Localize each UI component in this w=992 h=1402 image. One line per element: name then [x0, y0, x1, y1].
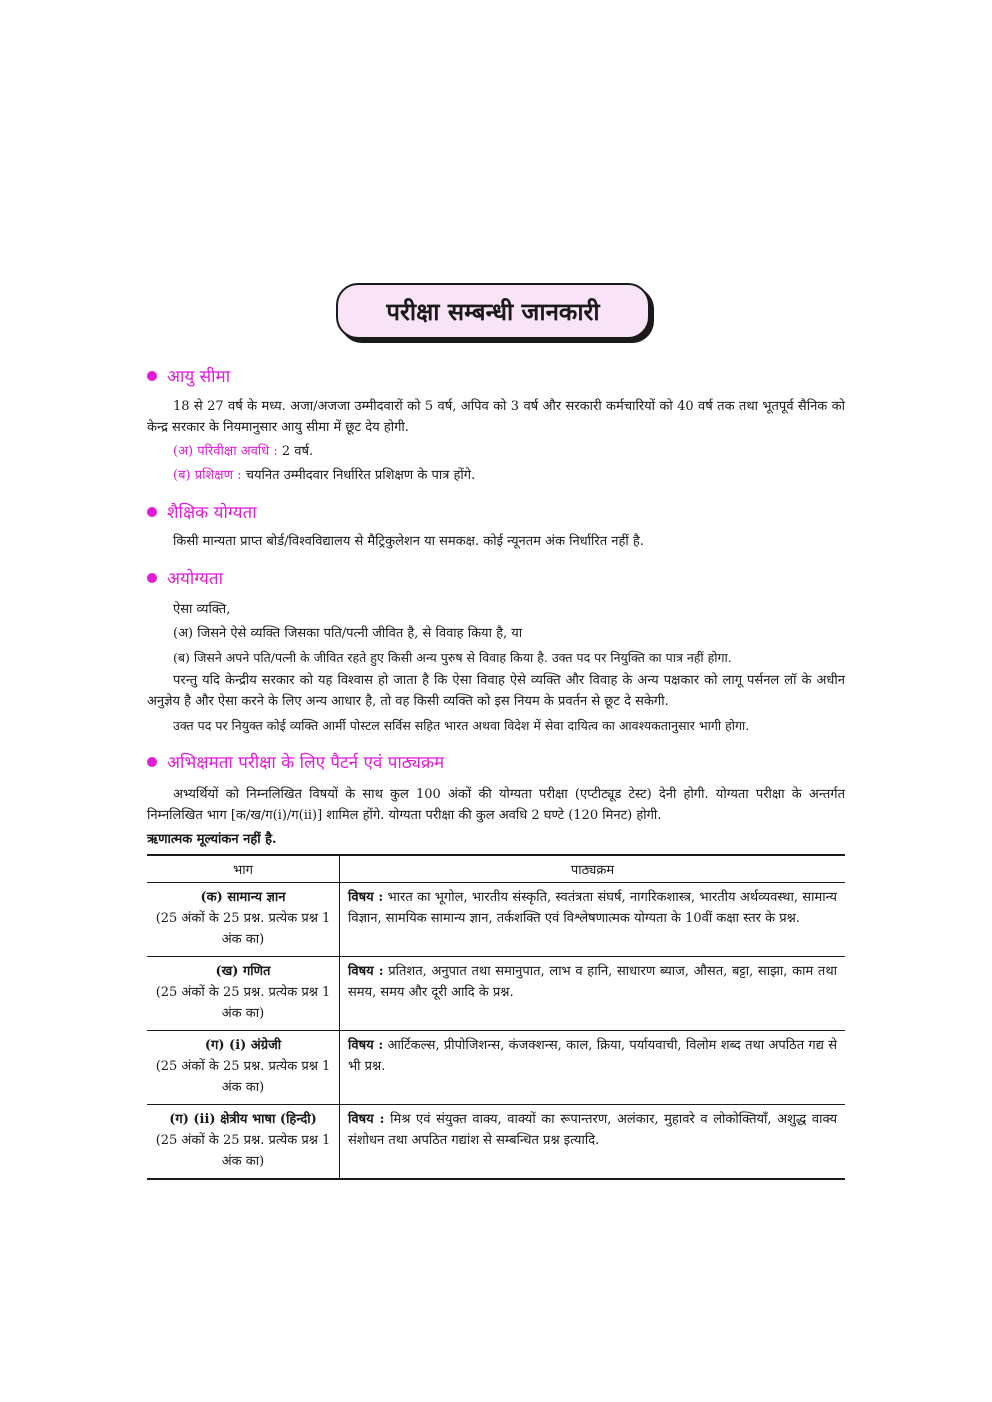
disq-line-2: (अ) जिसने ऐसे व्यक्ति जिसका पति/पत्नी जीवित है, से विवाह किया है, या [173, 626, 523, 641]
table-row [147, 1031, 845, 1105]
part-title: (ग) (ii) क्षेत्रीय भाषा (हिन्दी) [169, 1112, 317, 1127]
section-heading-pattern [147, 750, 444, 773]
pattern-text: अभ्यर्थियों को निम्नलिखित विषयों के साथ कुल 100 अंकों की योग्यता परीक्षा (एप्टीट्यूड टेस्ट) देनी होगी. योग्यता परीक्षा के अन्तर्गत निम्नलिखित भाग [क/ख/ग(i)/ग(ii)] शामिल होंगे. योग्यता परीक्षा की कुल अवधि 2 घण्टे (120 मिनट) होगी. [147, 787, 845, 823]
part-cell [147, 883, 340, 957]
subject-label: विषय : [348, 1038, 384, 1053]
section-heading-education [147, 500, 257, 523]
age-heading-text: आयु सीमा [167, 367, 231, 387]
bullet-icon [147, 371, 157, 381]
table-row [147, 1105, 845, 1180]
syllabus-cell [340, 957, 846, 1031]
probation-value: 2 वर्ष. [281, 444, 314, 459]
part-marks: (25 अंकों के 25 प्रश्न. प्रत्येक प्रश्न 1 अंक का) [155, 1059, 331, 1095]
subject-label: विषय : [348, 1112, 385, 1127]
part-title: (ग) (i) अंग्रेजी [204, 1038, 282, 1053]
bullet-icon [147, 573, 157, 583]
section-heading-age [147, 364, 230, 387]
bullet-icon [147, 757, 157, 767]
part-marks: (25 अंकों के 25 प्रश्न. प्रत्येक प्रश्न 1 अंक का) [155, 985, 331, 1021]
syllabus-text: आर्टिकल्स, प्रीपोजिशन्स, कंजक्शन्स, काल, क्रिया, पर्यायवाची, विलोम शब्द तथा अपठित गद्य से भी प्रश्न. [348, 1038, 837, 1074]
part-cell [147, 1105, 340, 1180]
disq-para: परन्तु यदि केन्द्रीय सरकार को यह विश्वास हो जाता है कि ऐसा विवाह ऐसे व्यक्ति और विवाह के अन्य पक्षकार को लागू पर्सनल लॉ के अधीन अनुज्ञेय है और ऐसा करने के लिए अन्य आधार है, तो वह किसी व्यक्ति को इस नियम के प्रवर्तन से छूट दे सकेगी. [147, 673, 845, 709]
probation-line [173, 442, 313, 462]
age-text: 18 से 27 वर्ष के मध्य. अजा/अजजा उम्मीदवारों को 5 वर्ष, अपिव को 3 वर्ष और सरकारी कर्मचारियों को 40 वर्ष तक तथा भूतपूर्व सैनिक को केन्द्र सरकार के नियमानुसार आयु सीमा में छूट देय होगी. [147, 399, 845, 435]
disq-line-3: (ब) जिसने अपने पति/पत्नी के जीवित रहते हुए किसी अन्य पुरुष से विवाह किया है. उक्त पद पर नियुक्ति का पात्र नहीं होगा. [173, 650, 732, 665]
education-text: किसी मान्यता प्राप्त बोर्ड/विश्वविद्यालय से मैट्रिकुलेशन या समकक्ष. कोई न्यूनतम अंक निर्धारित नहीं है. [173, 534, 644, 549]
education-heading-text: शैक्षिक योग्यता [167, 503, 257, 523]
page-title: परीक्षा सम्बन्धी जानकारी [386, 297, 600, 326]
section-heading-disqualification [147, 566, 223, 589]
syllabus-text: प्रतिशत, अनुपात तथा समानुपात, लाभ व हानि, साधारण ब्याज, औसत, बट्टा, साझा, काम तथा समय, समय और दूरी आदि के प्रश्न. [348, 964, 837, 1000]
syllabus-text: मिश्र एवं संयुक्त वाक्य, वाक्यों का रूपान्तरण, अलंकार, मुहावरे व लोकोक्तियाँ, अशुद्ध वाक्य संशोधन तथा अपठित गद्यांश से सम्बन्धित प्रश्न इत्यादि. [348, 1112, 837, 1148]
table-row [147, 883, 845, 957]
part-marks: (25 अंकों के 25 प्रश्न. प्रत्येक प्रश्न 1 अंक का) [155, 1133, 331, 1169]
part-cell [147, 1031, 340, 1105]
syllabus-table [147, 854, 845, 1180]
part-cell [147, 957, 340, 1031]
subject-label: विषय : [348, 964, 384, 979]
syllabus-cell [340, 1031, 846, 1105]
part-title: (ख) गणित [215, 964, 271, 979]
subject-label: विषय : [348, 890, 384, 905]
col-header-part: भाग [147, 855, 340, 883]
training-line [173, 466, 475, 486]
syllabus-cell [340, 1105, 846, 1180]
negative-marking-note: ऋणात्मक मूल्यांकन नहीं है. [147, 832, 277, 847]
syllabus-text: भारत का भूगोल, भारतीय संस्कृति, स्वतंत्रता संघर्ष, नागरिकशास्त्र, भारतीय अर्थव्यवस्था, सामान्य विज्ञान, सामयिक सामान्य ज्ञान, तर्कशक्ति एवं विश्लेषणात्मक योग्यता के 10वीं कक्षा स्तर के प्रश्न. [348, 890, 837, 926]
title-box [336, 283, 650, 339]
training-label: (ब) प्रशिक्षण : [173, 468, 242, 483]
disq-para-2: उक्त पद पर नियुक्त कोई व्यक्ति आर्मी पोस्टल सर्विस सहित भारत अथवा विदेश में सेवा दायित्व का आवश्यकतानुसार भागी होगा. [173, 718, 750, 733]
part-marks: (25 अंकों के 25 प्रश्न. प्रत्येक प्रश्न 1 अंक का) [155, 911, 331, 947]
disqualification-heading-text: अयोग्यता [167, 569, 223, 589]
training-value: चयनित उम्मीदवार निर्धारित प्रशिक्षण के पात्र होंगे. [245, 468, 476, 483]
probation-label: (अ) परिवीक्षा अवधि : [173, 444, 278, 459]
pattern-heading-text: अभिक्षमता परीक्षा के लिए पैटर्न एवं पाठ्यक्रम [167, 753, 445, 773]
part-title: (क) सामान्य ज्ञान [200, 890, 286, 905]
disq-line-1: ऐसा व्यक्ति, [173, 602, 231, 617]
syllabus-cell [340, 883, 846, 957]
bullet-icon [147, 507, 157, 517]
table-header-row [147, 855, 845, 883]
table-row [147, 957, 845, 1031]
col-header-syllabus: पाठ्यक्रम [340, 855, 846, 883]
